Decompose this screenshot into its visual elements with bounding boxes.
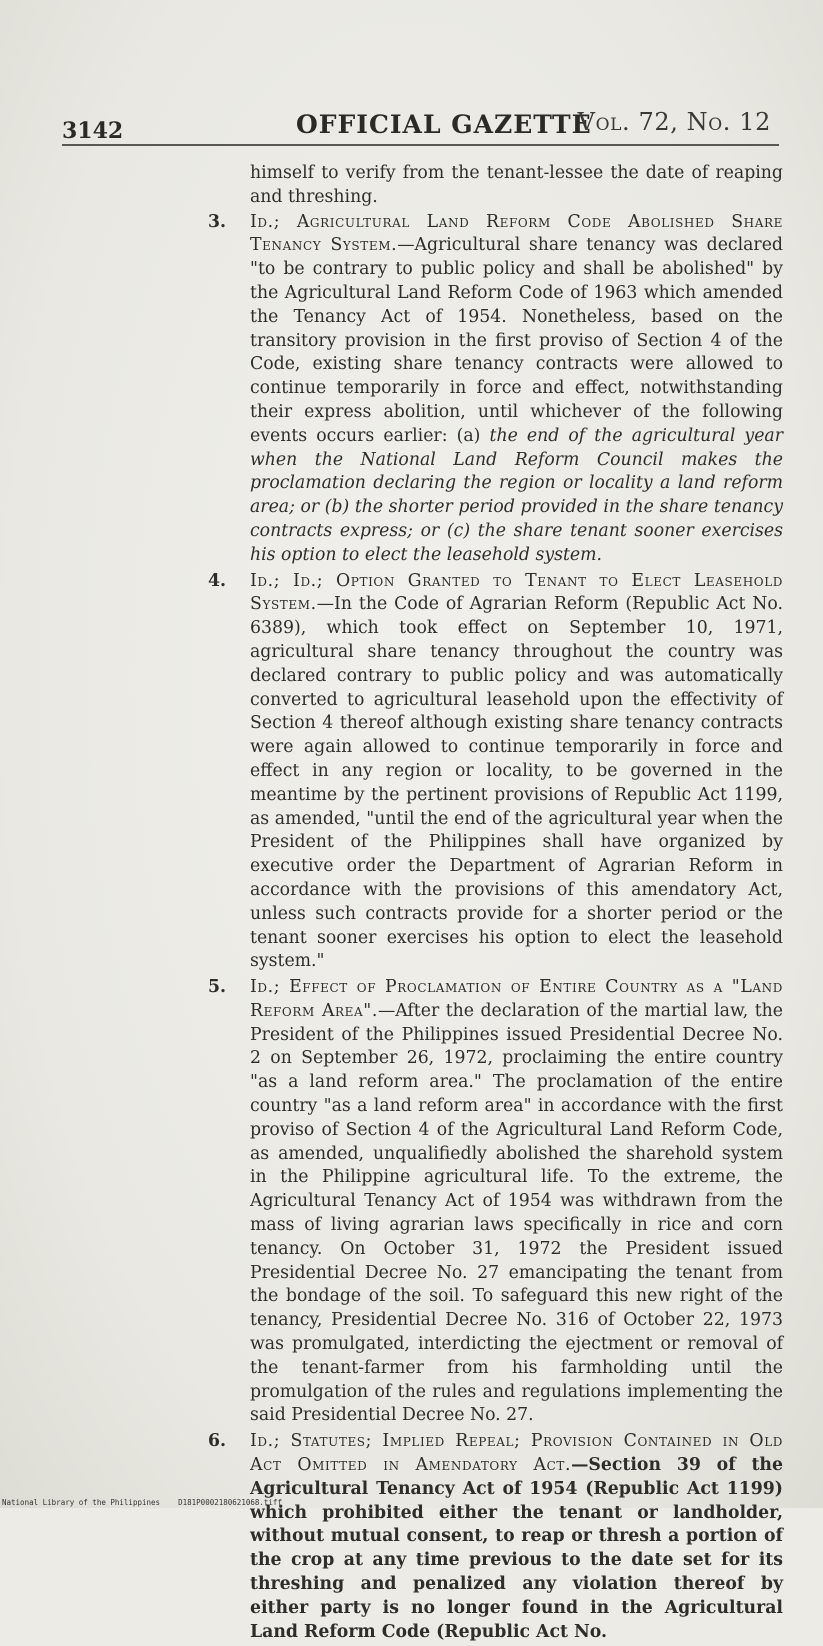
item-body: —After the declaration of the martial law, the President of the Philippines issued Presidential Decree No. 2 on September 26, 1972, proclaiming the entire country "as a land reform area." The proclamation of the entire country "as a land reform area" in accordance with the first proviso of Section 4 of the Agricultural Land Reform Code, as amended, unqualifiedly abolished the sharehold system in the Philippine agricultural life. To the extreme, the Agricultural Tenancy Act of 1954 was withdrawn from the mass of living agrarian laws specifically in rice and corn tenancy. On October 31, 1972 the President issued Presidential Decree No. 27 emancipating the tenant from the bondage of the soil. To safeguard this new right of the tenancy, Presidential Decree No. 316 of October 22, 1973 was promulgated, interdicting the ejectment or removal of the tenant-farmer from his farmholding until the promulgation of the rules and regulations implementing the said Presidential Decree No. 27. xyxy=(250,1000,783,1426)
syllabus-body xyxy=(208,162,783,1646)
item-body: —Agricultural share tenancy was declared "to be contrary to public policy and shall be abolished" by the Agricultural Land Reform Code of 1963 which amended the Tenancy Act of 1954. Nonetheless, based on the transitory provision in the first proviso of Section 4 of the Code, existing share tenancy contracts were allowed to continue temporarily in force and effect, notwithstanding their express abolition, until whichever of the following events occurs earlier: (a) xyxy=(250,235,783,446)
gazette-title: OFFICIAL GAZETTE xyxy=(296,110,592,139)
item-heading: Id.; Statutes; Implied Repeal; Provision Contained in Old Act Omitted in Amendatory Act. xyxy=(250,1431,783,1476)
item-heading: Id.; Agricultural Land Reform Code Abolished Share Tenancy System. xyxy=(250,211,783,256)
item-number: 3. xyxy=(208,211,227,232)
item-heading: Id.; Id.; Option Granted to Tenant to Elect Leasehold System. xyxy=(250,570,783,615)
syllabus-item-6 xyxy=(208,1430,783,1644)
continuation-paragraph: himself to verify from the tenant-lessee the date of reaping and threshing. xyxy=(250,163,783,207)
footer-file: D181P0002180621068.tiff xyxy=(178,1498,282,1507)
item-number: 6. xyxy=(208,1431,227,1452)
item-body: —In the Code of Agrarian Reform (Republic Act No. 6389), which took effect on September 10, 1971, agricultural share tenancy throughout the country was declared contrary to public policy and was automatically converted to agricultural leasehold upon the effectivity of Section 4 thereof although existing share tenancy contracts were again allowed to continue temporarily in force and effect in any region or locality, to be governed in the meantime by the pertinent provisions of Republic Act 1199, as amended, "until the end of the agricultural year when the President of the Philippines shall have organized by executive order the Department of Agrarian Reform in accordance with the provisions of this amendatory Act, unless such contracts provide for a shorter period or the tenant sooner exercises his option to elect the leasehold system." xyxy=(250,594,783,972)
syllabus-item-5 xyxy=(208,976,783,1428)
syllabus-item-4 xyxy=(208,570,783,975)
item-number: 5. xyxy=(208,977,227,998)
volume-number: Vol. 72, No. 12 xyxy=(577,108,771,136)
page-number: 3142 xyxy=(62,118,124,144)
item-body: —Section 39 of the Agricultural Tenancy Act of 1954 (Republic Act 1199) which prohibited either the tenant or landholder, without mutual consent, to reap or thresh a portion of the crop at any time previous to the date set for its threshing and penalized any violation thereof by either party is no longer found in the Agricultural Land Reform Code (Republic Act No. xyxy=(250,1455,783,1642)
page-header xyxy=(62,104,779,146)
item-heading: Id.; Effect of Proclamation of Entire Country as a "Land Reform Area". xyxy=(250,977,783,1021)
item-number: 4. xyxy=(208,570,227,591)
syllabus-item-3 xyxy=(208,211,783,568)
footer-source: National Library of the Philippines xyxy=(2,1498,161,1507)
item-body-italic: the end of the agricultural year when the National Land Reform Council makes the proclamation declaring the region or locality a land reform area; or (b) the shorter period provided in the share tenancy contracts express; or (c) the share tenant sooner exercises his option to elect the leasehold system. xyxy=(250,425,783,565)
scan-footer xyxy=(2,1498,282,1507)
